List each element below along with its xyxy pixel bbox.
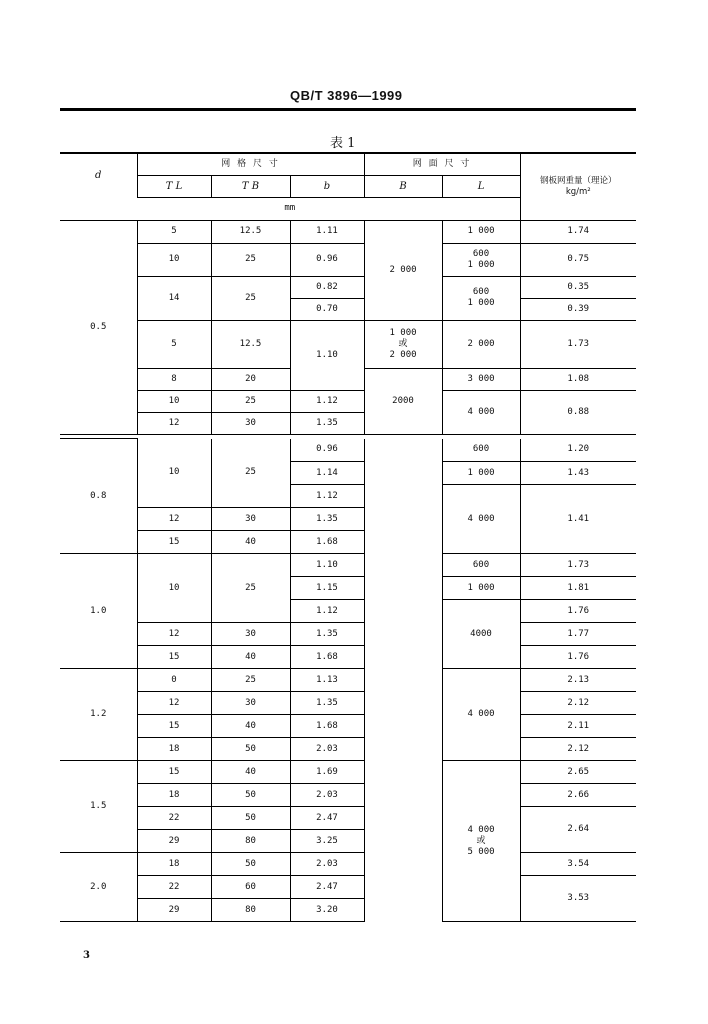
tb-cell: 30 [211,692,290,715]
tl-cell: 5 [137,220,211,243]
tb-cell: 25 [211,554,290,623]
L-cell: 4 000 [442,485,520,554]
weight-cell: 0.88 [520,390,636,434]
L-cell [442,243,520,276]
weight-header-line1: 钢板网重量（理论） [540,175,617,186]
b-cell: 3.20 [290,899,364,922]
col-header-d: d [60,153,137,197]
weight-cell: 1.74 [520,220,636,243]
tb-cell: 80 [211,899,290,922]
weight-cell: 1.81 [520,577,636,600]
tl-cell: 10 [137,439,211,508]
L-value: 5 000 [467,846,495,857]
b-cell: 0.70 [290,298,364,320]
b-cell: 2.03 [290,738,364,761]
b-cell: 1.12 [290,600,364,623]
weight-header-unit: kg/m² [565,186,591,197]
col-header-tb: T B [211,175,290,197]
L-cell: 2 000 [442,320,520,368]
tb-cell: 50 [211,738,290,761]
L-value: 600 [472,248,490,259]
col-header-weight [520,153,636,220]
b-cell: 2.47 [290,807,364,830]
L-cell: 1 000 [442,577,520,600]
tb-cell: 25 [211,439,290,508]
tb-cell: 25 [211,669,290,692]
tl-cell: 18 [137,738,211,761]
B-cell: 2 000 [364,220,442,320]
weight-cell: 1.41 [520,485,636,554]
weight-cell: 3.54 [520,853,636,876]
weight-cell: 2.66 [520,784,636,807]
tb-cell: 40 [211,531,290,554]
tb-cell: 40 [211,646,290,669]
weight-cell: 2.64 [520,807,636,853]
tl-cell: 12 [137,412,211,434]
B-value: 1 000 [389,327,417,338]
table-caption: 表 1 [330,136,356,151]
d-cell: 1.0 [60,554,137,669]
d-cell: 2.0 [60,853,137,922]
spec-table-lower [60,438,636,922]
tb-cell: 50 [211,784,290,807]
tb-cell: 12.5 [211,320,290,368]
weight-cell: 0.75 [520,243,636,276]
weight-cell: 1.08 [520,368,636,390]
b-cell: 1.14 [290,462,364,485]
tl-cell: 5 [137,320,211,368]
tl-cell: 12 [137,508,211,531]
b-cell: 0.96 [290,243,364,276]
tb-cell: 50 [211,807,290,830]
col-header-face-size: 网 面 尺 寸 [364,153,520,175]
tb-cell: 30 [211,623,290,646]
col-header-mesh-size: 网 格 尺 寸 [137,153,364,175]
B-cell: 2000 [364,368,442,434]
tl-cell: 15 [137,715,211,738]
header-rule [60,108,636,111]
col-header-B: B [364,175,442,197]
d-cell: 1.5 [60,761,137,853]
b-cell: 1.12 [290,485,364,508]
tl-cell: 15 [137,761,211,784]
b-cell: 2.03 [290,853,364,876]
tl-cell: 0 [137,669,211,692]
b-cell: 1.15 [290,577,364,600]
b-cell: 1.35 [290,508,364,531]
weight-cell: 1.73 [520,320,636,368]
b-cell: 1.35 [290,412,364,434]
tl-cell: 29 [137,899,211,922]
L-cell: 600 [442,554,520,577]
b-cell: 1.13 [290,669,364,692]
L-cell: 1 000 [442,220,520,243]
tb-cell: 30 [211,508,290,531]
col-header-L: L [442,175,520,197]
tl-cell: 12 [137,623,211,646]
L-cell: 4000 [442,600,520,669]
L-cell: 4 000 [442,669,520,761]
tl-cell: 10 [137,554,211,623]
tb-cell: 40 [211,715,290,738]
L-value: 1 000 [467,259,495,270]
L-value: 4 000 [467,824,495,835]
b-cell: 2.03 [290,784,364,807]
tl-cell: 10 [137,390,211,412]
b-cell: 2.47 [290,876,364,899]
b-cell: 0.82 [290,276,364,298]
L-cell: 3 000 [442,368,520,390]
tb-cell: 40 [211,761,290,784]
tb-cell: 25 [211,243,290,276]
tl-cell: 22 [137,876,211,899]
tb-cell: 50 [211,853,290,876]
tl-cell: 18 [137,784,211,807]
tl-cell: 14 [137,276,211,320]
tb-cell: 80 [211,830,290,853]
col-header-b: b [290,175,364,197]
weight-cell: 1.76 [520,646,636,669]
L-value: 或 [476,835,486,846]
b-cell: 1.35 [290,623,364,646]
d-cell: 1.2 [60,669,137,761]
b-cell: 1.68 [290,715,364,738]
weight-cell: 2.12 [520,692,636,715]
b-cell: 1.10 [290,554,364,577]
b-cell: 1.11 [290,220,364,243]
b-cell: 1.35 [290,692,364,715]
weight-cell: 2.65 [520,761,636,784]
tl-cell: 29 [137,830,211,853]
b-cell: 1.69 [290,761,364,784]
tl-cell: 10 [137,243,211,276]
tb-cell: 12.5 [211,220,290,243]
weight-cell: 1.76 [520,600,636,623]
B-value: 或 [398,338,408,349]
weight-cell: 2.13 [520,669,636,692]
L-cell [442,276,520,320]
b-cell: 1.68 [290,646,364,669]
tl-cell: 18 [137,853,211,876]
weight-cell: 2.11 [520,715,636,738]
b-cell: 1.10 [290,320,364,390]
weight-cell: 1.43 [520,462,636,485]
L-value: 600 [472,287,490,297]
tl-cell: 22 [137,807,211,830]
tb-cell: 25 [211,390,290,412]
L-value: 1 000 [467,298,495,308]
weight-cell: 1.20 [520,439,636,462]
weight-cell: 0.35 [520,276,636,298]
b-cell: 1.12 [290,390,364,412]
B-value: 2 000 [389,349,417,360]
tb-cell: 25 [211,276,290,320]
weight-cell: 1.77 [520,623,636,646]
standard-number: QB/T 3896—1999 [290,88,403,103]
tl-cell: 15 [137,531,211,554]
tl-cell: 15 [137,646,211,669]
page-number: 3 [83,950,90,961]
tl-cell: 8 [137,368,211,390]
d-cell: 0.8 [60,439,137,554]
d-cell: 0.5 [60,220,137,434]
tl-cell: 12 [137,692,211,715]
tb-cell: 60 [211,876,290,899]
L-cell: 600 [442,439,520,462]
b-cell: 3.25 [290,830,364,853]
col-header-tl: T L [137,175,211,197]
tb-cell: 30 [211,412,290,434]
spec-table [60,152,636,435]
weight-cell: 2.12 [520,738,636,761]
weight-cell: 1.73 [520,554,636,577]
weight-cell: 3.53 [520,876,636,922]
b-cell: 1.68 [290,531,364,554]
L-cell: 4 000 [442,390,520,434]
B-continued [364,439,442,922]
b-cell: 0.96 [290,439,364,462]
unit-row: mm [60,197,520,220]
tb-cell: 20 [211,368,290,390]
L-cell: 1 000 [442,462,520,485]
weight-cell: 0.39 [520,298,636,320]
B-cell [364,320,442,368]
L-cell [442,761,520,922]
